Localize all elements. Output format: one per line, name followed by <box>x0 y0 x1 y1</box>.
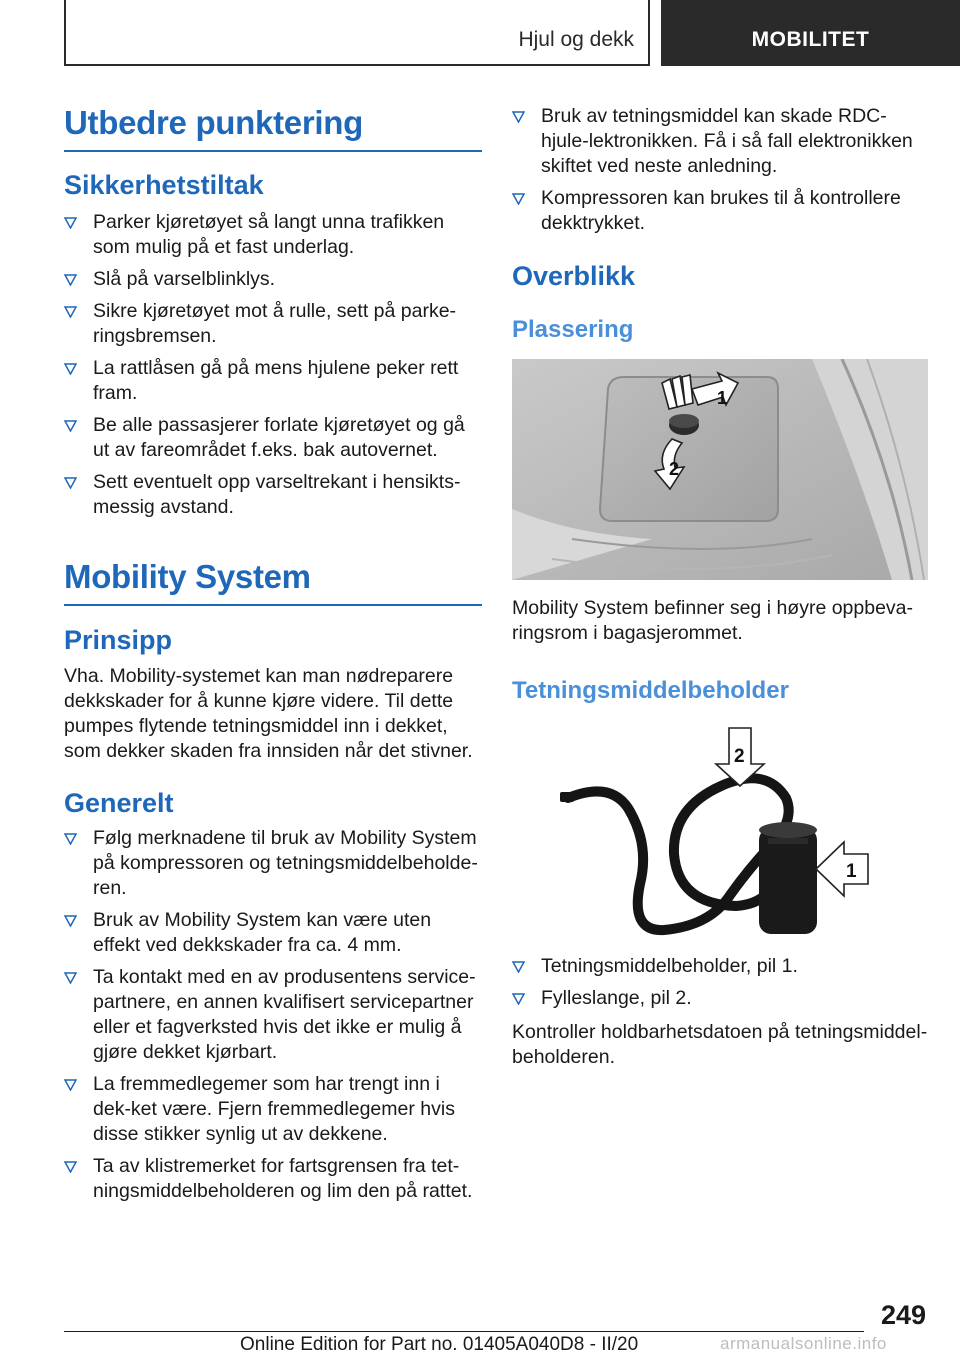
bullet-triangle-icon <box>64 477 77 489</box>
container-list <box>512 954 930 1018</box>
trunk-storage-photo <box>512 359 928 580</box>
list-item: Be alle passasjerer forlate kjøretøyet og gå ut av fareområdet f.eks. bak autovernet. <box>64 413 482 463</box>
figure-label-2: 2 <box>734 746 745 767</box>
list-item: Parker kjøretøyet så langt unna trafikken som mulig på et fast underlag. <box>64 210 482 260</box>
heading-prinsipp: Prinsipp <box>64 625 173 655</box>
bullet-triangle-icon <box>512 993 525 1005</box>
heading-mobility-system: Mobility System <box>64 558 482 606</box>
heading-overblikk: Overblikk <box>512 261 636 291</box>
bullet-triangle-icon <box>64 915 77 927</box>
location-paragraph: Mobility System befinner seg i høyre oppbeva-ringsrom i bagasjerommet. <box>512 597 914 644</box>
list-item: Bruk av Mobility System kan være uten effekt ved dekkskader fra ca. 4 mm. <box>64 908 482 958</box>
list-item: Følg merknadene til bruk av Mobility System på kompressoren og tetningsmiddelbeholde-ren. <box>64 826 482 901</box>
bullet-triangle-icon <box>64 972 77 984</box>
sealant-container-figure <box>546 726 876 938</box>
bullet-triangle-icon <box>64 420 77 432</box>
header-chapter-tab: MOBILITET <box>661 0 960 66</box>
photo-label-1: 1 <box>717 388 728 408</box>
heading-sikkerhetstiltak: Sikkerhetstiltak <box>64 170 264 200</box>
list-item: Tetningsmiddelbeholder, pil 1. <box>512 954 930 979</box>
list-item: Sett eventuelt opp varseltrekant i hensikts-messig avstand. <box>64 470 482 520</box>
bullet-triangle-icon <box>512 961 525 973</box>
list-item: Ta av klistremerket for fartsgrensen fra tet-ningsmiddelbeholderen og lim den på rattet. <box>64 1154 482 1204</box>
bullet-triangle-icon <box>64 1161 77 1173</box>
general-list-continued <box>512 104 930 243</box>
photo-label-2: 2 <box>669 459 680 479</box>
list-item: Ta kontakt med en av produsentens service-partnere, en annen kvalifisert servicepartner eller et fagverksted hvis det ikke er mulig å gjøre dekket kjørbart. <box>64 965 482 1065</box>
list-item: La fremmedlegemer som har trengt inn i dek-ket være. Fjern fremmedlegemer hvis disse stikker synlig ut av dekkene. <box>64 1072 482 1147</box>
list-item: Slå på varselblinklys. <box>64 267 482 292</box>
figure-label-1: 1 <box>846 861 857 882</box>
bullet-triangle-icon <box>512 193 525 205</box>
bullet-triangle-icon <box>512 111 525 123</box>
bullet-triangle-icon <box>64 217 77 229</box>
heading-utbedre-punktering: Utbedre punktering <box>64 104 482 152</box>
bullet-triangle-icon <box>64 306 77 318</box>
header-section-title: Hjul og dekk <box>518 28 634 51</box>
heading-generelt: Generelt <box>64 788 174 818</box>
list-item: Fylleslange, pil 2. <box>512 986 930 1011</box>
list-item: La rattlåsen gå på mens hjulene peker rett fram. <box>64 356 482 406</box>
safety-list <box>64 210 482 527</box>
container-paragraph: Kontroller holdbarhetsdatoen på tetningsmiddel-beholderen. <box>512 1021 928 1068</box>
list-item: Bruk av tetningsmiddel kan skade RDC-hjule-lektronikken. Få i så fall elektronikken skiftet ved neste anledning. <box>512 104 930 179</box>
bullet-triangle-icon <box>64 1079 77 1091</box>
heading-tetningsmiddelbeholder: Tetningsmiddelbeholder <box>512 677 789 704</box>
bullet-triangle-icon <box>64 363 77 375</box>
footer-watermark: armanualsonline.info <box>720 1334 887 1353</box>
footer-divider <box>64 1331 864 1332</box>
header-section-box <box>64 0 650 66</box>
page-number: 249 <box>880 1300 926 1330</box>
bullet-triangle-icon <box>64 274 77 286</box>
list-item: Kompressoren kan brukes til å kontrollere dekktrykket. <box>512 186 930 236</box>
principle-paragraph: Vha. Mobility-systemet kan man nødreparere dekkskader for å kunne kjøre videre. Til dette pumpes flytende tetningsmiddel inn i dekket, som dekker skaden fra innsiden når det stivner. <box>64 665 473 762</box>
general-list <box>64 826 482 1211</box>
bullet-triangle-icon <box>64 833 77 845</box>
footer-edition: Online Edition for Part no. 01405A040D8 - II/20 <box>240 1334 639 1355</box>
heading-plassering: Plassering <box>512 316 634 343</box>
list-item: Sikre kjøretøyet mot å rulle, sett på parke-ringsbremsen. <box>64 299 482 349</box>
